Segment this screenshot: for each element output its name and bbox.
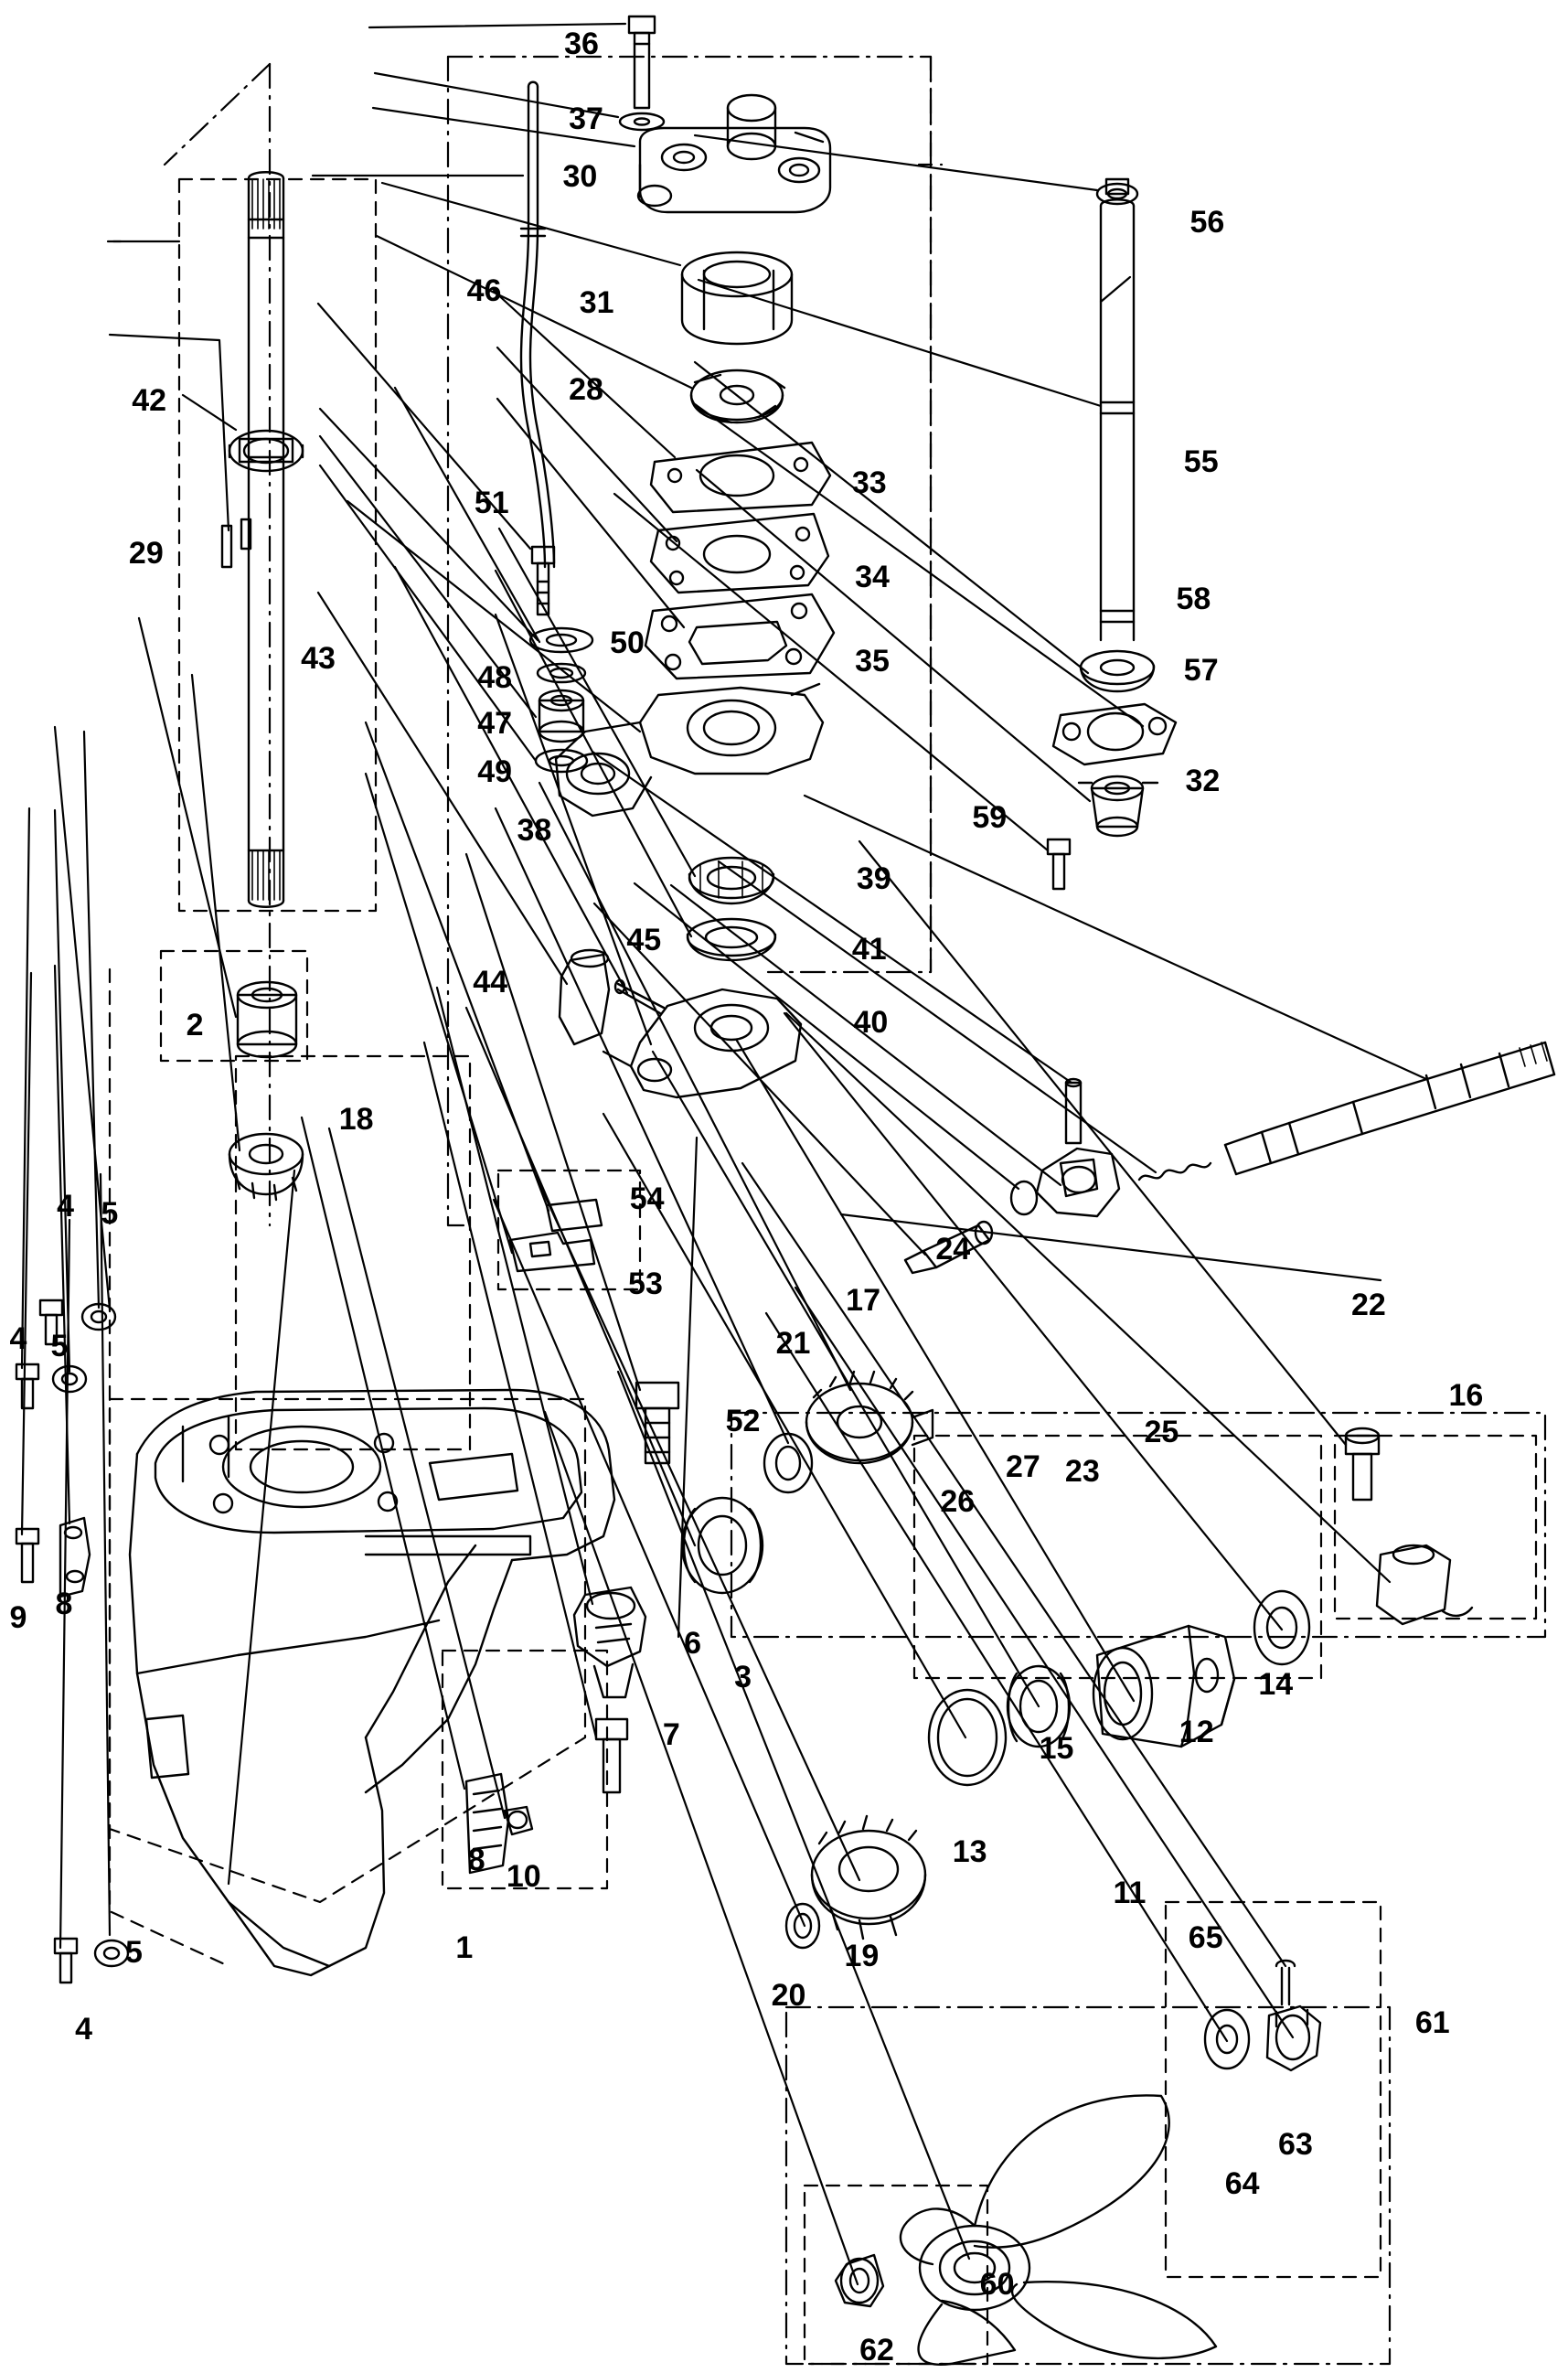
callout-number-62: 62 (859, 2333, 894, 2368)
callout-number-57: 57 (1183, 652, 1219, 688)
callout-number-28: 28 (569, 372, 603, 408)
callout-number-42: 42 (132, 383, 167, 419)
callout-number-45: 45 (626, 922, 662, 957)
callout-number-60: 60 (979, 2267, 1015, 2303)
callout-number-35: 35 (855, 643, 890, 679)
callout-number-30: 30 (562, 159, 598, 195)
callout-number-6: 6 (684, 1626, 702, 1662)
callout-number-32: 32 (1185, 764, 1221, 799)
callout-number-21: 21 (775, 1326, 811, 1362)
callout-number-22: 22 (1350, 1288, 1386, 1323)
callout-number-56: 56 (1189, 205, 1225, 241)
callout-number-55: 55 (1183, 444, 1219, 479)
callout-number-48: 48 (477, 660, 513, 696)
callout-number-33: 33 (851, 465, 887, 500)
callout-number-4: 4 (75, 2011, 93, 2047)
callout-number-41: 41 (851, 931, 887, 967)
callout-number-27: 27 (1005, 1448, 1040, 1484)
callout-number-2: 2 (186, 1007, 204, 1042)
callout-number-13: 13 (952, 1834, 987, 1870)
callout-number-65: 65 (1188, 1919, 1223, 1955)
callout-number-52: 52 (725, 1404, 761, 1438)
callout-number-39: 39 (856, 861, 891, 897)
callout-number-11: 11 (1113, 1876, 1147, 1911)
callout-number-29: 29 (128, 535, 164, 571)
callout-number-34: 34 (855, 560, 890, 595)
callout-number-5: 5 (50, 1329, 69, 1364)
callout-number-25: 25 (1144, 1414, 1179, 1449)
callout-number-18: 18 (338, 1102, 374, 1138)
callout-number-59: 59 (972, 800, 1008, 836)
callout-number-40: 40 (853, 1004, 889, 1040)
callout-number-23: 23 (1064, 1453, 1100, 1489)
callout-number-4: 4 (9, 1321, 27, 1357)
callout-number-64: 64 (1224, 2166, 1260, 2202)
callout-number-26: 26 (940, 1484, 976, 1520)
callout-number-5: 5 (101, 1196, 119, 1232)
callout-number-24: 24 (935, 1231, 971, 1267)
callout-number-7: 7 (662, 1717, 680, 1753)
callout-number-9: 9 (9, 1599, 27, 1635)
callout-number-58: 58 (1176, 581, 1211, 616)
callout-number-49: 49 (477, 754, 513, 790)
callout-number-36: 36 (564, 27, 599, 62)
callout-number-15: 15 (1039, 1731, 1074, 1767)
callout-number-8: 8 (55, 1586, 73, 1621)
callout-number-38: 38 (517, 812, 552, 848)
callout-number-8: 8 (467, 1842, 485, 1877)
callout-number-46: 46 (466, 273, 502, 309)
callout-number-12: 12 (1179, 1714, 1214, 1749)
callout-number-19: 19 (844, 1938, 880, 1973)
callout-number-5: 5 (125, 1935, 143, 1971)
callout-number-37: 37 (569, 101, 603, 136)
callout-number-4: 4 (57, 1189, 75, 1224)
callout-number-10: 10 (506, 1859, 541, 1894)
callout-number-1: 1 (455, 1930, 474, 1966)
callout-number-50: 50 (610, 625, 645, 660)
callout-number-20: 20 (771, 1977, 806, 2013)
callout-number-61: 61 (1414, 2004, 1450, 2040)
callout-number-47: 47 (477, 706, 513, 742)
callout-number-17: 17 (846, 1283, 880, 1319)
callout-number-54: 54 (629, 1181, 665, 1216)
callout-number-14: 14 (1258, 1667, 1294, 1703)
callout-number-51: 51 (474, 485, 509, 520)
callout-number-53: 53 (628, 1267, 663, 1302)
callout-number-16: 16 (1448, 1377, 1484, 1413)
callout-number-63: 63 (1278, 2127, 1313, 2163)
callout-number-44: 44 (473, 965, 508, 1000)
callout-number-31: 31 (579, 285, 614, 321)
callout-number-43: 43 (301, 640, 336, 676)
callout-number-3: 3 (734, 1659, 752, 1694)
